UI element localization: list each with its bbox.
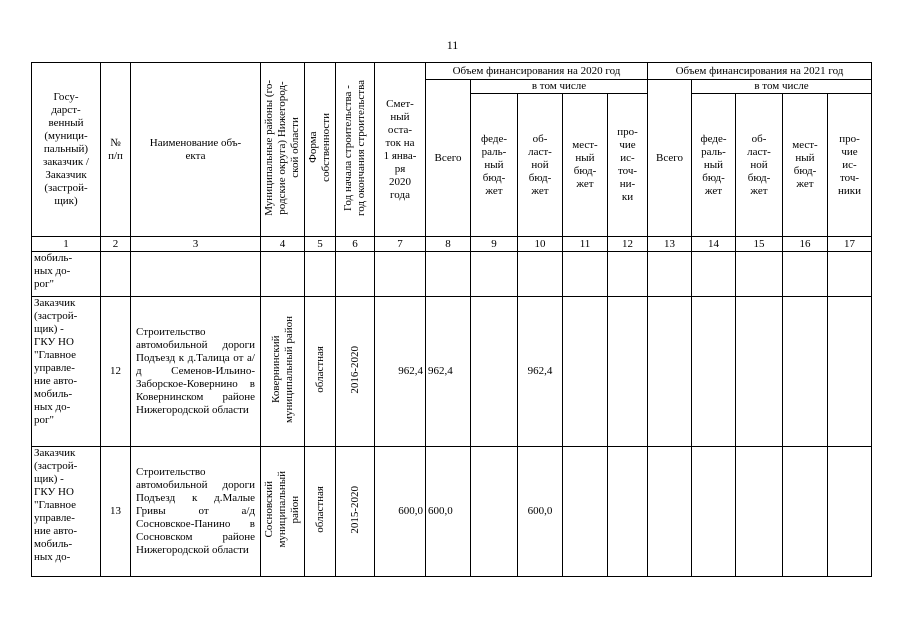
column-number: 3 [131, 237, 261, 252]
column-number: 2 [101, 237, 131, 252]
page-number: 11 [446, 38, 459, 52]
row-years: 2016-2020 [336, 297, 375, 447]
header-district: Муниципальные районы (го- родские округа) Нижегород- ской области [261, 63, 305, 237]
header-other-2020: про- чие ис- точ- ни- ки [608, 94, 648, 237]
row-district: Ковернинский муниципальный район [261, 297, 305, 447]
header-regional-2020: об- ласт- ной бюд- жет [518, 94, 563, 237]
row-object-name: Строительство автомобильной дороги Подъезд к д.Малые Гривы от а/д Сосновское-Панино в Сосновском районе Нижегородской области [131, 447, 261, 577]
header-financing-2020: Объем финансирования на 2020 год [426, 63, 648, 80]
column-number: 13 [648, 237, 692, 252]
row-total-2020: 962,4 [426, 297, 471, 447]
header-financing-2021: Объем финансирования на 2021 год [648, 63, 872, 80]
header-federal-2020: феде- раль- ный бюд- жет [471, 94, 518, 237]
column-number: 1 [32, 237, 101, 252]
header-federal-2021: феде- раль- ный бюд- жет [692, 94, 736, 237]
row-estimate-balance: 600,0 [375, 447, 426, 577]
row-total-2020: 600,0 [426, 447, 471, 577]
row-customer: Заказчик (застрой- щик) - ГКУ НО "Главное управле- ние авто- мобиль- ных до- [32, 447, 101, 577]
header-total-2021: Всего [648, 80, 692, 237]
row-customer: Заказчик (застрой- щик) - ГКУ НО "Главное управле- ние авто- мобиль- ных до- рог" [32, 297, 101, 447]
column-number: 8 [426, 237, 471, 252]
column-number: 11 [563, 237, 608, 252]
header-total-2020: Всего [426, 80, 471, 237]
row-estimate-balance: 962,4 [375, 297, 426, 447]
column-number: 6 [336, 237, 375, 252]
header-customer: Госу- дарст- венный (муници- пальный) заказчик / Заказчик (застрой- щик) [32, 63, 101, 237]
header-regional-2021: об- ласт- ной бюд- жет [736, 94, 783, 237]
header-object-name: Наименование объ- екта [131, 63, 261, 237]
row-object-name: Строительство автомобильной дороги Подъезд к д.Талица от а/д Семенов-Ильино-Заборское-Ковернино в Ковернинском районе Нижегородской области [131, 297, 261, 447]
financing-table [31, 62, 872, 577]
column-number: 12 [608, 237, 648, 252]
table-row [32, 447, 872, 577]
row-ownership: областная [305, 447, 336, 577]
header-ownership: Форма собственности [305, 63, 336, 237]
column-number: 5 [305, 237, 336, 252]
row-district: Сосновский муниципальный район [261, 447, 305, 577]
row-customer: мобиль- ных до- рог" [32, 252, 101, 297]
column-number: 16 [783, 237, 828, 252]
table-row [32, 297, 872, 447]
row-number: 12 [101, 297, 131, 447]
header-years: Год начала строительства - год окончания строительства [336, 63, 375, 237]
header-estimate-balance: Смет- ный оста- ток на 1 янва- ря 2020 года [375, 63, 426, 237]
column-number: 15 [736, 237, 783, 252]
column-number: 14 [692, 237, 736, 252]
row-regional-2020: 962,4 [518, 297, 563, 447]
row-number: 13 [101, 447, 131, 577]
column-number: 9 [471, 237, 518, 252]
table-row [32, 252, 872, 297]
column-number: 4 [261, 237, 305, 252]
header-local-2021: мест- ный бюд- жет [783, 94, 828, 237]
header-other-2021: про- чие ис- точ- ники [828, 94, 872, 237]
header-number: № п/п [101, 63, 131, 237]
header-including-2021: в том числе [692, 80, 872, 94]
row-years: 2015-2020 [336, 447, 375, 577]
row-ownership: областная [305, 297, 336, 447]
column-number: 17 [828, 237, 872, 252]
column-number: 7 [375, 237, 426, 252]
column-number-row [32, 237, 872, 252]
column-number: 10 [518, 237, 563, 252]
header-including-2020: в том числе [471, 80, 648, 94]
row-regional-2020: 600,0 [518, 447, 563, 577]
header-local-2020: мест- ный бюд- жет [563, 94, 608, 237]
